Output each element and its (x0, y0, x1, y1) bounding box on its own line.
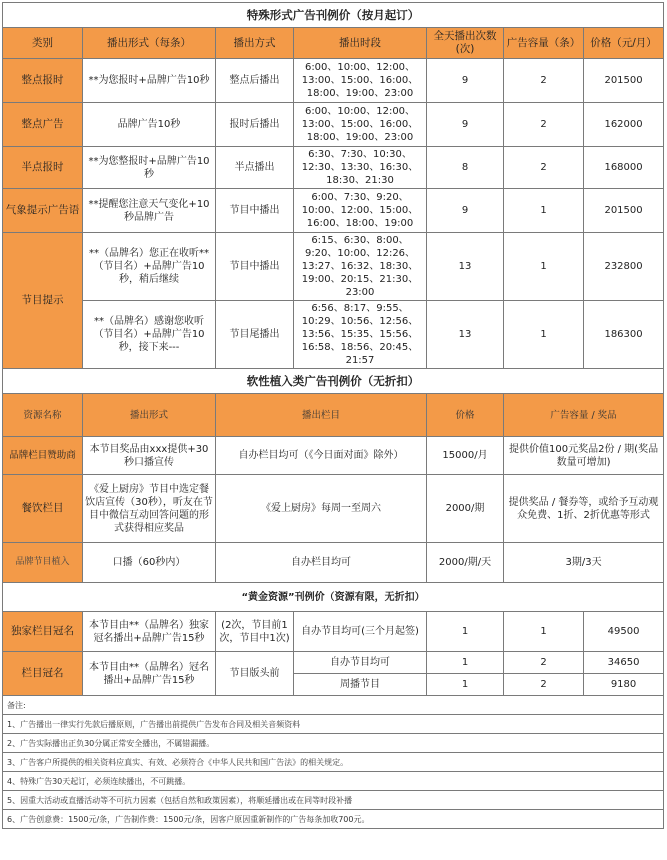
method-cell: 节目中播出 (216, 189, 294, 233)
program-cell: 自办节目均可(三个月起签) (294, 612, 427, 652)
section2-title: 软性植入类广告刊例价（无折扣） (3, 369, 664, 394)
capacity-cell: 2 (504, 103, 584, 147)
col-header: 播出栏目 (216, 394, 427, 437)
table-row (3, 612, 664, 652)
method-cell: 半点播出 (216, 147, 294, 189)
col-header: 全天播出次数(次) (427, 28, 504, 59)
price-cell: 168000 (584, 147, 664, 189)
rate-table (2, 2, 664, 829)
times-cell: 6:00、10:00、12:00、13:00、15:00、16:00、18:00、19:00、23:00 (294, 103, 427, 147)
table-row (3, 437, 664, 475)
section1-header-row (3, 28, 664, 59)
category-cell: 整点广告 (3, 103, 83, 147)
price-cell: 201500 (584, 189, 664, 233)
note-item: 2、广告实际播出正负30分属正常安全播出，不属错漏播。 (3, 734, 664, 753)
form-cell: 口播（60秒内） (83, 543, 216, 583)
times-cell: 6:15、6:30、8:00、9:20、10:00、12:26、13:27、16:32、18:30、19:00、20:15、21:30、23:00 (294, 233, 427, 301)
section1-title: 特殊形式广告刊例价（按月起订） (3, 3, 664, 28)
count-cell: 9 (427, 189, 504, 233)
col-header: 广告容量 / 奖品 (504, 394, 664, 437)
col-header: 价格 (427, 394, 504, 437)
times-cell: 6:30、7:30、10:30、12:30、13:30、16:30、18:30、21:30 (294, 147, 427, 189)
capacity-cell: 提供价值100元奖品2份 / 期(奖品数量可增加) (504, 437, 664, 475)
method-cell: 整点后播出 (216, 59, 294, 103)
table-row (3, 147, 664, 189)
form-cell: 《爱上厨房》节目中选定餐饮店宣传（30秒），听友在节目中微信互动回答问题的形式获得相应奖品 (83, 475, 216, 543)
count-cell: 1 (427, 612, 504, 652)
capacity-cell: 2 (504, 59, 584, 103)
capacity-cell: 2 (504, 652, 584, 674)
col-header: 播出形式（每条） (83, 28, 216, 59)
count-cell: 9 (427, 103, 504, 147)
method-cell: 节目中播出 (216, 233, 294, 301)
rate-card-sheet (2, 2, 663, 829)
col-header: 播出时段 (294, 28, 427, 59)
col-header: 类别 (3, 28, 83, 59)
note-item: 6、广告创意费：1500元/条，广告制作费：1500元/条，因客户原因重新制作的广告每条加收700元。 (3, 810, 664, 829)
form-cell: 本节目由**（品牌名）独家冠名播出+品牌广告15秒 (83, 612, 216, 652)
resource-name-cell: 独家栏目冠名 (3, 612, 83, 652)
note-item: 5、因重大活动或直播活动等不可抗力因素（包括自然和政策因素），将顺延播出或在同等时段补播 (3, 791, 664, 810)
table-row (3, 59, 664, 103)
method-cell: 节目尾播出 (216, 301, 294, 369)
capacity-cell: 1 (504, 612, 584, 652)
program-cell: 自办节目均可 (294, 652, 427, 674)
form-cell: **（品牌名）感谢您收听（节目名）+品牌广告10秒，接下来--- (83, 301, 216, 369)
form-cell: **为您报时+品牌广告10秒 (83, 59, 216, 103)
category-cell: 节目提示 (3, 233, 83, 369)
price-cell: 15000/月 (427, 437, 504, 475)
table-row (3, 301, 664, 369)
col-header: 播出形式 (83, 394, 216, 437)
count-cell: 1 (427, 652, 504, 674)
price-cell: 49500 (584, 612, 664, 652)
method-cell: (2次，节目前1次，节目中1次) (216, 612, 294, 652)
section2-header-row (3, 394, 664, 437)
form-cell: **（品牌名）您正在收听**（节目名）+品牌广告10秒，稍后继续 (83, 233, 216, 301)
times-cell: 6:00、10:00、12:00、13:00、15:00、16:00、18:00、19:00、23:00 (294, 59, 427, 103)
table-row (3, 543, 664, 583)
col-header: 播出方式 (216, 28, 294, 59)
price-cell: 201500 (584, 59, 664, 103)
method-cell: 节目版头前 (216, 652, 294, 696)
capacity-cell: 2 (504, 674, 584, 696)
capacity-cell: 提供奖品 / 餐券等，或给予互动观众免费、1折、2折优惠等形式 (504, 475, 664, 543)
table-row (3, 475, 664, 543)
table-row (3, 189, 664, 233)
form-cell: 本节目奖品由xxx提供+30秒口播宣传 (83, 437, 216, 475)
count-cell: 13 (427, 233, 504, 301)
table-row (3, 103, 664, 147)
times-cell: 6:00、7:30、9:20、10:00、12:00、15:00、16:00、18:00、19:00 (294, 189, 427, 233)
col-header: 资源名称 (3, 394, 83, 437)
category-cell: 半点报时 (3, 147, 83, 189)
price-cell: 9180 (584, 674, 664, 696)
capacity-cell: 3期/3天 (504, 543, 664, 583)
price-cell: 186300 (584, 301, 664, 369)
form-cell: 品牌广告10秒 (83, 103, 216, 147)
price-cell: 2000/期/天 (427, 543, 504, 583)
note-item: 3、广告客户所提供的相关资料应真实、有效、必须符合《中华人民共和国广告法》的相关规定。 (3, 753, 664, 772)
program-cell: 自办栏目均可 (216, 543, 427, 583)
program-cell: 《爱上厨房》每周一至周六 (216, 475, 427, 543)
price-cell: 162000 (584, 103, 664, 147)
col-header: 广告容量（条） (504, 28, 584, 59)
form-cell: **提醒您注意天气变化+10秒品牌广告 (83, 189, 216, 233)
count-cell: 1 (427, 674, 504, 696)
method-cell: 报时后播出 (216, 103, 294, 147)
count-cell: 9 (427, 59, 504, 103)
price-cell: 232800 (584, 233, 664, 301)
resource-name-cell: 品牌栏目赞助商 (3, 437, 83, 475)
note-item: 4、特殊广告30天起订，必须连续播出，不可跳播。 (3, 772, 664, 791)
resource-name-cell: 品牌节目植入 (3, 543, 83, 583)
category-cell: 整点报时 (3, 59, 83, 103)
capacity-cell: 2 (504, 147, 584, 189)
capacity-cell: 1 (504, 233, 584, 301)
notes-label: 备注: (3, 696, 664, 715)
program-cell: 自办栏目均可（《今日面对面》除外） (216, 437, 427, 475)
capacity-cell: 1 (504, 189, 584, 233)
resource-name-cell: 栏目冠名 (3, 652, 83, 696)
table-row (3, 652, 664, 674)
col-header: 价格（元/月） (584, 28, 664, 59)
section3-title: “黄金资源”刊例价（资源有限，无折扣） (3, 583, 664, 612)
price-cell: 34650 (584, 652, 664, 674)
count-cell: 13 (427, 301, 504, 369)
form-cell: **为您整报时+品牌广告10秒 (83, 147, 216, 189)
price-cell: 2000/期 (427, 475, 504, 543)
times-cell: 6:56、8:17、9:55、10:29、10:56、12:56、13:56、15:35、15:56、16:58、18:56、20:45、21:57 (294, 301, 427, 369)
capacity-cell: 1 (504, 301, 584, 369)
count-cell: 8 (427, 147, 504, 189)
table-row (3, 233, 664, 301)
form-cell: 本节目由**（品牌名）冠名播出+品牌广告15秒 (83, 652, 216, 696)
resource-name-cell: 餐饮栏目 (3, 475, 83, 543)
category-cell: 气象提示广告语 (3, 189, 83, 233)
note-item: 1、广告播出一律实行先款后播原则，广告播出前提供广告发布合同及相关音频资料 (3, 715, 664, 734)
program-cell: 周播节目 (294, 674, 427, 696)
